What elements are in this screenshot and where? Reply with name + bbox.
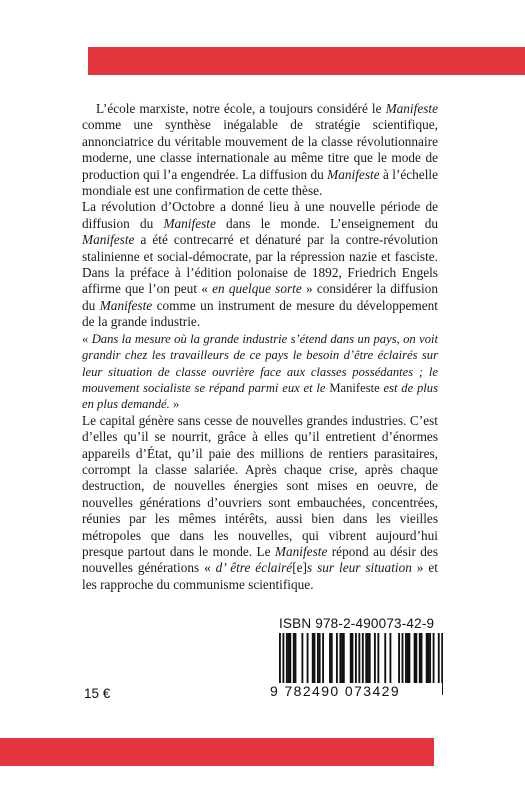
barcode-bar xyxy=(307,633,309,689)
barcode-bar xyxy=(336,633,338,689)
top-red-band xyxy=(88,47,525,75)
barcode-bar xyxy=(365,633,367,689)
barcode-bar xyxy=(429,633,431,689)
barcode-bar xyxy=(369,633,371,689)
text-run: La révolution d’Octobre a donné lieu à une nouvelle période de diffusion du xyxy=(82,199,438,231)
barcode-bar xyxy=(355,633,357,689)
barcode-bar xyxy=(374,633,376,689)
text-run: » xyxy=(169,397,180,412)
barcode-bar xyxy=(288,633,290,689)
text-run: « xyxy=(82,331,92,346)
barcode-bar xyxy=(419,633,421,689)
paragraph-1 xyxy=(82,101,438,199)
barcode-bar xyxy=(293,633,295,689)
text-run: dans le monde. L’enseignement du xyxy=(215,215,438,231)
bottom-red-band xyxy=(0,738,434,766)
barcode-bar xyxy=(314,633,316,689)
text-run: Manifeste xyxy=(274,543,328,559)
barcode-bar xyxy=(427,633,429,689)
barcode-bar xyxy=(377,633,379,689)
barcode-bar xyxy=(433,633,435,689)
barcode-bar xyxy=(295,633,297,689)
barcode-bar xyxy=(415,633,417,689)
paragraph-4 xyxy=(82,413,438,593)
barcode-bar xyxy=(408,633,410,689)
text-run: Manifeste xyxy=(99,297,153,313)
text-run: Manifeste xyxy=(82,232,135,248)
text-run: » considérer la diffusion du xyxy=(82,281,438,313)
barcode-bar xyxy=(312,633,314,689)
text-run: d’ être éclairé xyxy=(215,560,293,576)
barcode-bar xyxy=(414,633,416,689)
price: 15 € xyxy=(84,686,111,701)
barcode-bar xyxy=(286,633,288,689)
text-run: L’école marxiste, notre école, a toujours considéré le xyxy=(96,101,386,116)
barcode-bar xyxy=(317,633,319,689)
text-run: Dans la mesure où la grande industrie s’étend dans un pays, on voit grandir chez les travailleurs de ce pays le besoin d’être éclairés sur leur situation de classe ouvrière face aux classes possédantes ; le mouvement socialiste se répand parmi eux et le xyxy=(82,331,438,395)
text-run: [e] xyxy=(292,560,307,576)
barcode-bar xyxy=(289,633,291,689)
text-run: en quelque sorte xyxy=(212,281,302,297)
text-run: Manifeste xyxy=(163,215,216,231)
text-run: répond au désir des nouvelles générations « xyxy=(82,543,439,576)
isbn-label: ISBN 978-2-490073-42-9 xyxy=(279,616,435,631)
barcode-bar xyxy=(343,633,345,689)
text-run: a été contrecarré et dénaturé par la contre-révolution stalinienne et social-démocrate, par la répression nazie et fasciste. Dans la préface à l’édition polonaise de 1892, Friedrich Engels affirme que l’on peut « xyxy=(82,232,438,297)
barcode-bar xyxy=(350,633,352,689)
text-run: s sur leur situation xyxy=(306,560,412,576)
barcode-bar xyxy=(405,633,407,689)
barcode-bar xyxy=(329,633,331,689)
barcode-bar xyxy=(331,633,333,689)
text-run: comme une synthèse inégalable de stratégie scientifique, annonciatrice du véritable mouvement de la classe révolutionnaire moderne, une classe internationale au même titre que le mode de production qui l’a engendrée. La diffusion du xyxy=(82,117,438,182)
text-run: est de plus en plus demandé. xyxy=(82,380,438,412)
barcode-bar xyxy=(301,633,303,689)
text-run: Manifeste xyxy=(329,380,380,395)
barcode-bar xyxy=(402,633,404,689)
barcode-bar xyxy=(352,633,354,689)
barcode-bar xyxy=(426,633,428,689)
barcode-digits: 9 782490 073429 xyxy=(270,683,442,699)
text-run: à l’échelle mondiale est une confirmation de cette thèse. xyxy=(82,166,438,199)
paragraph-3 xyxy=(82,331,438,413)
text-run: Le capital génère sans cesse de nouvelles grandes industries. C’est d’elles qu’il se nourrit, grâce à elles qu’il entretient d’énormes appareils d’État, qu’il paie des millions de rentiers parasitaires, corrompt la classe salariée. Après chaque crise, après chaque destruction, de nouvelles énergies sont mises en oeuvre, de nouvelles générations d’ouvriers sont embauchées, concentrées, réunies par les mêmes intérêts, aussi bien dans les vieilles métropoles que dans les nouvelles, qui vibrent aujourd’hui presque partout dans le monde. Le xyxy=(82,412,438,559)
barcode-bar xyxy=(341,633,343,689)
text-run: Manifeste xyxy=(385,101,438,116)
barcode-bar xyxy=(407,633,409,689)
back-cover-text xyxy=(82,101,438,593)
barcode-bar xyxy=(384,633,386,689)
barcode-bar xyxy=(398,633,400,689)
paragraph-2 xyxy=(82,199,438,330)
barcode-bar xyxy=(421,633,423,689)
barcode-bar xyxy=(322,633,324,689)
barcode-bar xyxy=(389,633,391,689)
text-run: Manifeste xyxy=(327,166,380,182)
text-run: comme un instrument de mesure du développement de la grande industrie. xyxy=(82,297,438,330)
barcode-bar xyxy=(319,633,321,689)
text-run: » et les rapproche du communisme scientifique. xyxy=(82,560,438,592)
barcode-bar xyxy=(367,633,369,689)
barcode-bar xyxy=(339,633,341,689)
